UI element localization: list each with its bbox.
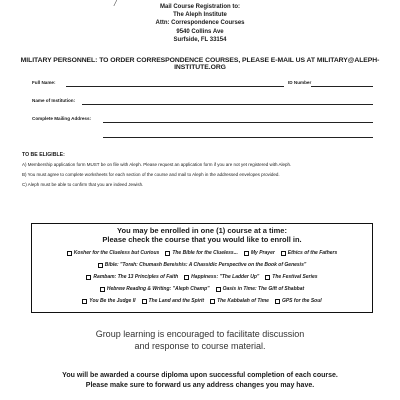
course-option[interactable] (67, 250, 160, 256)
group-note-line2: and response to course material. (134, 341, 266, 351)
full-name-field[interactable] (66, 86, 284, 87)
eligibility-rule-c: C) Aleph must be able to confirm that you are indeed Jewish. (22, 182, 144, 187)
course-label: My Prayer (250, 250, 275, 256)
course-checkbox[interactable] (216, 287, 221, 292)
eligibility-title: TO BE ELIGIBLE: (22, 152, 65, 158)
course-label: Oasis in Time: The Gift of Shabbat (222, 286, 305, 292)
mail-attn: Attn: Correspondence Courses (155, 20, 245, 27)
course-label: You Be the Judge II (89, 298, 136, 304)
course-label: GPS for the Soul (281, 298, 322, 304)
course-label: Kosher for the Clueless but Curious (73, 250, 160, 256)
id-number-field[interactable] (311, 86, 373, 87)
course-option[interactable] (82, 298, 135, 304)
course-checkbox[interactable] (265, 275, 270, 280)
course-option[interactable] (86, 274, 178, 280)
address-field-line-1[interactable] (103, 122, 373, 123)
course-row-1 (31, 250, 373, 256)
course-label: Hebrew Reading & Writing: "Aleph Champ" (106, 286, 210, 292)
military-notice: MILITARY PERSONNEL: TO ORDER CORRESPONDENCE COURSES, PLEASE E-MAIL US AT MILITARY@ALEPH-INSTITUTE.ORG (20, 57, 380, 71)
course-checkbox[interactable] (67, 251, 72, 256)
course-option[interactable] (275, 298, 322, 304)
course-box-heading-line2: Please check the course that you would like to enroll in. (102, 235, 302, 244)
id-number-label: ID Number (288, 80, 312, 85)
course-checkbox[interactable] (100, 287, 105, 292)
full-name-label: Full Name: (32, 80, 56, 85)
mail-street: 9540 Collins Ave (176, 28, 224, 35)
mail-heading: Mail Course Registration to: (159, 4, 240, 10)
course-option[interactable] (100, 286, 210, 292)
institution-field[interactable] (82, 104, 373, 105)
course-checkbox[interactable] (86, 275, 91, 280)
course-checkbox[interactable] (281, 251, 286, 256)
course-label: The Land and the Spirit (148, 298, 205, 304)
course-row-3 (31, 274, 373, 280)
mailing-address-block (0, 3, 400, 44)
course-row-4 (31, 286, 373, 292)
course-label: Ethics of the Fathers (287, 250, 338, 256)
course-checkbox[interactable] (142, 299, 147, 304)
course-checkbox[interactable] (244, 251, 249, 256)
top-flourish-mark: / (114, 0, 117, 9)
course-checkbox[interactable] (98, 263, 103, 268)
group-note-line1: Group learning is encouraged to facilitate discussion (95, 329, 305, 339)
institution-label: Name of Institution: (32, 98, 76, 103)
eligibility-rule-b: B) You must agree to complete worksheets for each section of the course and mail to Aleph in the addressed envelopes provided. (22, 172, 280, 177)
course-checkbox[interactable] (210, 299, 215, 304)
course-option[interactable] (184, 274, 259, 280)
course-label: Rambam: The 13 Principles of Faith (93, 274, 179, 280)
eligibility-rule-a: A) Membership application form MUST be on file with Aleph. Please request an application form if you are not yet registered with Aleph. (22, 162, 292, 167)
course-checkbox[interactable] (275, 299, 280, 304)
course-option[interactable] (216, 286, 305, 292)
diploma-note-line1: You will be awarded a course diploma upon successful completion of each course. (62, 372, 338, 379)
group-learning-note (0, 328, 400, 352)
course-box-heading (31, 226, 373, 244)
course-option[interactable] (142, 298, 205, 304)
course-label: Happiness: "The Ladder Up" (191, 274, 260, 280)
course-option[interactable] (281, 250, 337, 256)
course-label: The Bible for the Clueless... (172, 250, 238, 256)
diploma-note-line2: Please make sure to forward us any address changes you may have. (85, 382, 315, 389)
course-option[interactable] (210, 298, 269, 304)
course-box-heading-line1: You may be enrolled in one (1) course at a time: (117, 226, 287, 235)
course-option[interactable] (98, 262, 306, 268)
course-row-5 (31, 298, 373, 304)
course-label: The Kabbalah of Time (217, 298, 269, 304)
diploma-note (0, 371, 400, 391)
course-option[interactable] (265, 274, 317, 280)
course-checkbox[interactable] (82, 299, 87, 304)
mail-city: Surfside, FL 33154 (173, 36, 227, 43)
course-checkbox[interactable] (184, 275, 189, 280)
course-label: The Festival Series (272, 274, 318, 280)
mail-org: The Aleph Institute (173, 12, 227, 19)
course-option[interactable] (165, 250, 238, 256)
course-label: Bible: "Torah: Chumash Bereishis: A Chassidic Perspective on the Book of Genesis" (104, 262, 307, 268)
address-field-line-2[interactable] (103, 137, 373, 138)
address-label: Complete Mailing Address: (32, 116, 92, 121)
course-checkbox[interactable] (165, 251, 170, 256)
course-row-2 (31, 262, 373, 268)
course-option[interactable] (244, 250, 275, 256)
